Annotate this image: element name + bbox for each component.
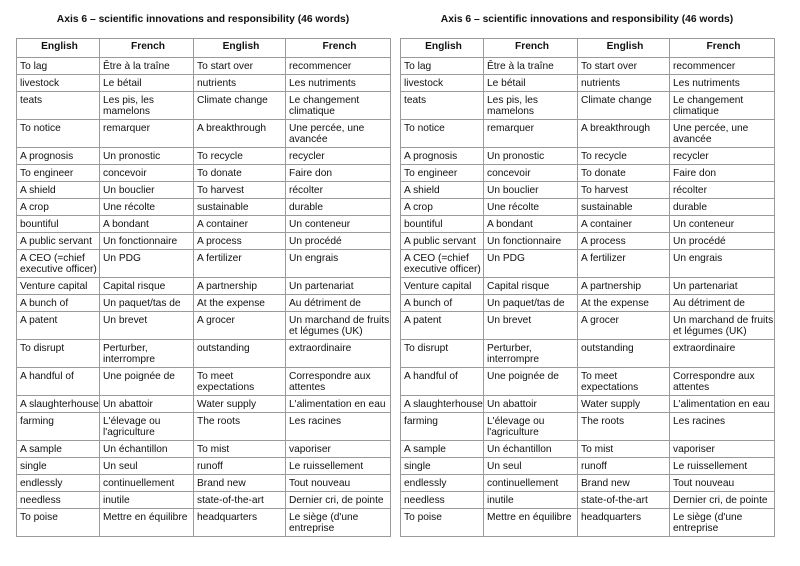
french-term-cell: continuellement bbox=[484, 475, 578, 492]
table-row bbox=[401, 458, 775, 475]
table-row bbox=[401, 413, 775, 441]
english-term-cell: Water supply bbox=[578, 396, 670, 413]
french-term-cell: Une récolte bbox=[484, 199, 578, 216]
english-term-cell: endlessly bbox=[17, 475, 100, 492]
french-term-cell: concevoir bbox=[100, 165, 194, 182]
french-term-cell: Une poignée de bbox=[484, 368, 578, 396]
french-term-cell: recommencer bbox=[286, 58, 391, 75]
french-term-cell: Un brevet bbox=[100, 312, 194, 340]
french-term-cell: Tout nouveau bbox=[670, 475, 775, 492]
english-term-cell: bountiful bbox=[17, 216, 100, 233]
french-term-cell: Les nutriments bbox=[286, 75, 391, 92]
english-term-cell: Water supply bbox=[194, 396, 286, 413]
french-term-cell: L'alimentation en eau bbox=[670, 396, 775, 413]
french-term-cell: Être à la traîne bbox=[484, 58, 578, 75]
english-term-cell: To start over bbox=[194, 58, 286, 75]
english-term-cell: endlessly bbox=[401, 475, 484, 492]
english-term-cell: Venture capital bbox=[17, 278, 100, 295]
french-term-cell: Un paquet/tas de bbox=[484, 295, 578, 312]
english-term-cell: A slaughterhouse bbox=[17, 396, 100, 413]
english-term-cell: To meet expectations bbox=[578, 368, 670, 396]
french-term-cell: Les pis, les mamelons bbox=[100, 92, 194, 120]
french-term-cell: Perturber, interrompre bbox=[100, 340, 194, 368]
french-term-cell: durable bbox=[670, 199, 775, 216]
table-row bbox=[401, 278, 775, 295]
french-term-cell: récolter bbox=[286, 182, 391, 199]
english-term-cell: A process bbox=[194, 233, 286, 250]
english-term-cell: state-of-the-art bbox=[194, 492, 286, 509]
french-term-cell: recommencer bbox=[670, 58, 775, 75]
english-term-cell: A process bbox=[578, 233, 670, 250]
table-row bbox=[401, 58, 775, 75]
french-term-cell: Un partenariat bbox=[670, 278, 775, 295]
french-term-cell: Un fonctionnaire bbox=[100, 233, 194, 250]
english-term-cell: A patent bbox=[17, 312, 100, 340]
english-term-cell: To lag bbox=[17, 58, 100, 75]
french-term-cell: Les racines bbox=[670, 413, 775, 441]
english-term-cell: To mist bbox=[194, 441, 286, 458]
french-term-cell: Au détriment de bbox=[286, 295, 391, 312]
english-term-cell: At the expense bbox=[578, 295, 670, 312]
table-row bbox=[17, 75, 391, 92]
french-term-cell: Le ruissellement bbox=[286, 458, 391, 475]
french-term-cell: Un pronostic bbox=[484, 148, 578, 165]
table-row bbox=[401, 182, 775, 199]
english-term-cell: Climate change bbox=[578, 92, 670, 120]
table-row bbox=[401, 92, 775, 120]
english-term-cell: To mist bbox=[578, 441, 670, 458]
french-term-cell: Un engrais bbox=[286, 250, 391, 278]
page-title: Axis 6 – scientific innovations and responsibility (46 words) bbox=[56, 14, 350, 25]
english-term-cell: To notice bbox=[17, 120, 100, 148]
english-term-cell: A bunch of bbox=[401, 295, 484, 312]
english-term-cell: sustainable bbox=[578, 199, 670, 216]
table-row bbox=[17, 278, 391, 295]
vocab-table bbox=[400, 38, 775, 537]
french-term-cell: Un partenariat bbox=[286, 278, 391, 295]
french-term-cell: continuellement bbox=[100, 475, 194, 492]
french-term-cell: Une poignée de bbox=[100, 368, 194, 396]
table-row bbox=[401, 441, 775, 458]
french-term-cell: extraordinaire bbox=[670, 340, 775, 368]
english-term-cell: farming bbox=[401, 413, 484, 441]
english-term-cell: To poise bbox=[17, 509, 100, 537]
english-term-cell: To poise bbox=[401, 509, 484, 537]
english-term-cell: A public servant bbox=[401, 233, 484, 250]
french-term-cell: Un PDG bbox=[484, 250, 578, 278]
table-row bbox=[17, 58, 391, 75]
table-row bbox=[17, 458, 391, 475]
column-header-english: English bbox=[578, 39, 670, 58]
english-term-cell: A fertilizer bbox=[194, 250, 286, 278]
french-term-cell: Perturber, interrompre bbox=[484, 340, 578, 368]
french-term-cell: Mettre en équilibre bbox=[484, 509, 578, 537]
table-row bbox=[17, 165, 391, 182]
table-row bbox=[401, 509, 775, 537]
table-row bbox=[401, 340, 775, 368]
english-term-cell: A CEO (=chief executive officer) bbox=[17, 250, 100, 278]
french-term-cell: Un bouclier bbox=[484, 182, 578, 199]
english-term-cell: To engineer bbox=[17, 165, 100, 182]
english-term-cell: To disrupt bbox=[17, 340, 100, 368]
french-term-cell: inutile bbox=[484, 492, 578, 509]
english-term-cell: single bbox=[17, 458, 100, 475]
page-title: Axis 6 – scientific innovations and responsibility (46 words) bbox=[440, 14, 734, 25]
table-row bbox=[17, 92, 391, 120]
table-row bbox=[401, 199, 775, 216]
english-term-cell: A crop bbox=[401, 199, 484, 216]
french-term-cell: récolter bbox=[670, 182, 775, 199]
french-term-cell: L'élevage ou l'agriculture bbox=[484, 413, 578, 441]
french-term-cell: L'élevage ou l'agriculture bbox=[100, 413, 194, 441]
english-term-cell: headquarters bbox=[194, 509, 286, 537]
english-term-cell: A crop bbox=[17, 199, 100, 216]
french-term-cell: Un pronostic bbox=[100, 148, 194, 165]
table-row bbox=[17, 396, 391, 413]
english-term-cell: A patent bbox=[401, 312, 484, 340]
french-term-cell: Un paquet/tas de bbox=[100, 295, 194, 312]
english-term-cell: To harvest bbox=[194, 182, 286, 199]
english-term-cell: Brand new bbox=[194, 475, 286, 492]
french-term-cell: Le changement climatique bbox=[670, 92, 775, 120]
english-term-cell: A grocer bbox=[194, 312, 286, 340]
column-header-french: French bbox=[100, 39, 194, 58]
english-term-cell: bountiful bbox=[401, 216, 484, 233]
english-term-cell: A public servant bbox=[17, 233, 100, 250]
table-row bbox=[401, 492, 775, 509]
french-term-cell: Le bétail bbox=[100, 75, 194, 92]
french-term-cell: recycler bbox=[670, 148, 775, 165]
english-term-cell: A breakthrough bbox=[194, 120, 286, 148]
french-term-cell: Mettre en équilibre bbox=[100, 509, 194, 537]
table-row bbox=[401, 216, 775, 233]
english-term-cell: To recycle bbox=[578, 148, 670, 165]
english-term-cell: single bbox=[401, 458, 484, 475]
english-term-cell: To notice bbox=[401, 120, 484, 148]
french-term-cell: Une percée, une avancée bbox=[286, 120, 391, 148]
table-row bbox=[17, 509, 391, 537]
french-term-cell: Correspondre aux attentes bbox=[286, 368, 391, 396]
french-term-cell: A bondant bbox=[484, 216, 578, 233]
table-row bbox=[17, 340, 391, 368]
english-term-cell: Brand new bbox=[578, 475, 670, 492]
english-term-cell: To lag bbox=[401, 58, 484, 75]
table-row bbox=[17, 120, 391, 148]
table-row bbox=[17, 413, 391, 441]
english-term-cell: sustainable bbox=[194, 199, 286, 216]
table-row bbox=[17, 441, 391, 458]
english-term-cell: To meet expectations bbox=[194, 368, 286, 396]
french-term-cell: Un bouclier bbox=[100, 182, 194, 199]
french-term-cell: Un procédé bbox=[670, 233, 775, 250]
english-term-cell: livestock bbox=[17, 75, 100, 92]
english-term-cell: A partnership bbox=[578, 278, 670, 295]
english-term-cell: A handful of bbox=[17, 368, 100, 396]
french-term-cell: extraordinaire bbox=[286, 340, 391, 368]
french-term-cell: Le ruissellement bbox=[670, 458, 775, 475]
english-term-cell: Climate change bbox=[194, 92, 286, 120]
french-term-cell: Un conteneur bbox=[286, 216, 391, 233]
french-term-cell: vaporiser bbox=[670, 441, 775, 458]
french-term-cell: Les racines bbox=[286, 413, 391, 441]
english-term-cell: farming bbox=[17, 413, 100, 441]
english-term-cell: A container bbox=[578, 216, 670, 233]
french-term-cell: Les pis, les mamelons bbox=[484, 92, 578, 120]
french-term-cell: Un marchand de fruits et légumes (UK) bbox=[286, 312, 391, 340]
french-term-cell: Un abattoir bbox=[484, 396, 578, 413]
english-term-cell: outstanding bbox=[194, 340, 286, 368]
french-term-cell: Un échantillon bbox=[100, 441, 194, 458]
french-term-cell: Un engrais bbox=[670, 250, 775, 278]
column-header-french: French bbox=[484, 39, 578, 58]
english-term-cell: runoff bbox=[578, 458, 670, 475]
table-row bbox=[401, 312, 775, 340]
english-term-cell: A shield bbox=[17, 182, 100, 199]
french-term-cell: Un brevet bbox=[484, 312, 578, 340]
french-term-cell: Un fonctionnaire bbox=[484, 233, 578, 250]
english-term-cell: outstanding bbox=[578, 340, 670, 368]
french-term-cell: A bondant bbox=[100, 216, 194, 233]
english-term-cell: A shield bbox=[401, 182, 484, 199]
column-header-french: French bbox=[670, 39, 775, 58]
english-term-cell: teats bbox=[401, 92, 484, 120]
english-term-cell: headquarters bbox=[578, 509, 670, 537]
table-row bbox=[17, 182, 391, 199]
table-row bbox=[17, 199, 391, 216]
table-row bbox=[17, 250, 391, 278]
french-term-cell: concevoir bbox=[484, 165, 578, 182]
french-term-cell: remarquer bbox=[100, 120, 194, 148]
french-term-cell: Le siège (d'une entreprise bbox=[670, 509, 775, 537]
table-row bbox=[17, 492, 391, 509]
header-row bbox=[401, 39, 775, 58]
table-row bbox=[401, 165, 775, 182]
french-term-cell: Le changement climatique bbox=[286, 92, 391, 120]
english-term-cell: A handful of bbox=[401, 368, 484, 396]
english-term-cell: nutrients bbox=[578, 75, 670, 92]
french-term-cell: Correspondre aux attentes bbox=[670, 368, 775, 396]
english-term-cell: The roots bbox=[578, 413, 670, 441]
french-term-cell: Tout nouveau bbox=[286, 475, 391, 492]
table-row bbox=[401, 148, 775, 165]
french-term-cell: Un marchand de fruits et légumes (UK) bbox=[670, 312, 775, 340]
english-term-cell: A prognosis bbox=[17, 148, 100, 165]
french-term-cell: Un abattoir bbox=[100, 396, 194, 413]
french-term-cell: Dernier cri, de pointe bbox=[670, 492, 775, 509]
english-term-cell: To recycle bbox=[194, 148, 286, 165]
french-term-cell: Un procédé bbox=[286, 233, 391, 250]
english-term-cell: A breakthrough bbox=[578, 120, 670, 148]
english-term-cell: The roots bbox=[194, 413, 286, 441]
table-row bbox=[17, 312, 391, 340]
english-term-cell: At the expense bbox=[194, 295, 286, 312]
table-row bbox=[401, 368, 775, 396]
table-row bbox=[401, 120, 775, 148]
english-term-cell: To donate bbox=[194, 165, 286, 182]
french-term-cell: remarquer bbox=[484, 120, 578, 148]
french-term-cell: Un échantillon bbox=[484, 441, 578, 458]
table-row bbox=[401, 75, 775, 92]
french-term-cell: Faire don bbox=[286, 165, 391, 182]
table-row bbox=[401, 250, 775, 278]
table-row bbox=[17, 368, 391, 396]
english-term-cell: state-of-the-art bbox=[578, 492, 670, 509]
english-term-cell: teats bbox=[17, 92, 100, 120]
english-term-cell: A grocer bbox=[578, 312, 670, 340]
english-term-cell: Venture capital bbox=[401, 278, 484, 295]
table-row bbox=[401, 233, 775, 250]
french-term-cell: Capital risque bbox=[484, 278, 578, 295]
table-row bbox=[17, 216, 391, 233]
table-row bbox=[17, 148, 391, 165]
english-term-cell: A CEO (=chief executive officer) bbox=[401, 250, 484, 278]
english-term-cell: A container bbox=[194, 216, 286, 233]
english-term-cell: nutrients bbox=[194, 75, 286, 92]
french-term-cell: recycler bbox=[286, 148, 391, 165]
english-term-cell: A slaughterhouse bbox=[401, 396, 484, 413]
table-row bbox=[17, 233, 391, 250]
english-term-cell: To donate bbox=[578, 165, 670, 182]
english-term-cell: A sample bbox=[17, 441, 100, 458]
french-term-cell: vaporiser bbox=[286, 441, 391, 458]
english-term-cell: livestock bbox=[401, 75, 484, 92]
column-header-french: French bbox=[286, 39, 391, 58]
english-term-cell: needless bbox=[17, 492, 100, 509]
vocab-table bbox=[16, 38, 391, 537]
english-term-cell: A sample bbox=[401, 441, 484, 458]
english-term-cell: A prognosis bbox=[401, 148, 484, 165]
table-row bbox=[401, 295, 775, 312]
english-term-cell: To start over bbox=[578, 58, 670, 75]
table-row bbox=[401, 475, 775, 492]
english-term-cell: A fertilizer bbox=[578, 250, 670, 278]
english-term-cell: needless bbox=[401, 492, 484, 509]
table-row bbox=[17, 295, 391, 312]
french-term-cell: Un conteneur bbox=[670, 216, 775, 233]
french-term-cell: Un PDG bbox=[100, 250, 194, 278]
french-term-cell: Une percée, une avancée bbox=[670, 120, 775, 148]
english-term-cell: To harvest bbox=[578, 182, 670, 199]
french-term-cell: Un seul bbox=[484, 458, 578, 475]
french-term-cell: Au détriment de bbox=[670, 295, 775, 312]
french-term-cell: Le bétail bbox=[484, 75, 578, 92]
french-term-cell: Faire don bbox=[670, 165, 775, 182]
french-term-cell: Être à la traîne bbox=[100, 58, 194, 75]
english-term-cell: A partnership bbox=[194, 278, 286, 295]
column-header-english: English bbox=[401, 39, 484, 58]
english-term-cell: A bunch of bbox=[17, 295, 100, 312]
column-header-english: English bbox=[194, 39, 286, 58]
french-term-cell: Les nutriments bbox=[670, 75, 775, 92]
english-term-cell: runoff bbox=[194, 458, 286, 475]
table-row bbox=[17, 475, 391, 492]
table-row bbox=[401, 396, 775, 413]
french-term-cell: inutile bbox=[100, 492, 194, 509]
french-term-cell: Capital risque bbox=[100, 278, 194, 295]
french-term-cell: Un seul bbox=[100, 458, 194, 475]
french-term-cell: L'alimentation en eau bbox=[286, 396, 391, 413]
french-term-cell: durable bbox=[286, 199, 391, 216]
column-header-english: English bbox=[17, 39, 100, 58]
english-term-cell: To engineer bbox=[401, 165, 484, 182]
english-term-cell: To disrupt bbox=[401, 340, 484, 368]
french-term-cell: Le siège (d'une entreprise bbox=[286, 509, 391, 537]
french-term-cell: Dernier cri, de pointe bbox=[286, 492, 391, 509]
french-term-cell: Une récolte bbox=[100, 199, 194, 216]
header-row bbox=[17, 39, 391, 58]
